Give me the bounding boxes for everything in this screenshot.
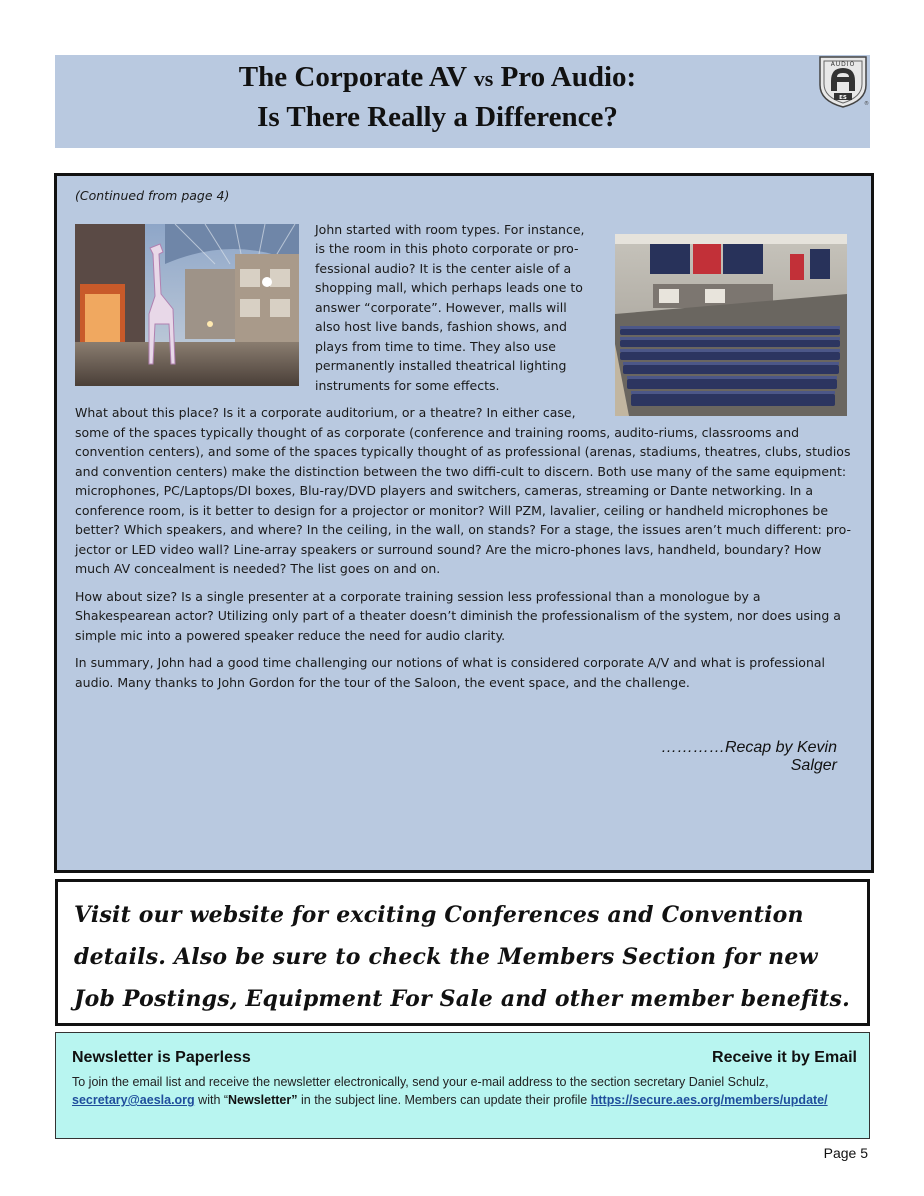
article-body [75, 186, 855, 700]
title-line-2: Is There Really a Difference? [257, 101, 618, 133]
svg-text:®: ® [864, 101, 869, 107]
title-part-1: The Corporate AV [238, 61, 474, 93]
newsletter-panel [55, 1032, 870, 1139]
newsletter-subtitle: Receive it by Email [712, 1049, 857, 1066]
visit-website-panel [55, 879, 870, 1026]
title-part-2: Pro Audio: [493, 61, 637, 93]
page-title [55, 58, 820, 136]
article-paragraph-3: How about size? Is a single presenter at a corporate training session less professional than a monologue by a Shakespearean actor? Utilizing only part of a theater doesn’t diminish the professionalism of the system, nor does using a simple mic into a powered speaker reduce the need for audio clarity. [75, 588, 841, 643]
article-paragraph-1: John started with room types. For instance, is the room in this photo corporate or pro-fessional audio? It is the center aisle of a shopping mall, which perhaps leads one to answer “corporate”. However, malls will also host live bands, fashion shows, and plays from time to time. They also use permanently installed theatrical lighting instruments for some effects. [315, 221, 585, 393]
newsletter-title: Newsletter is Paperless [72, 1049, 251, 1066]
secretary-email-link[interactable]: secretary@aesla.org [72, 1093, 195, 1107]
continued-note: (Continued from page 4) [75, 188, 230, 203]
page-number: Page 5 [823, 1145, 868, 1161]
svg-text:AUDIO: AUDIO [830, 61, 856, 68]
title-vs: vs [473, 66, 494, 91]
aes-logo-icon [816, 55, 870, 109]
auditorium-photo [615, 234, 847, 416]
mall-photo [75, 224, 299, 386]
recap-byline: …………Recap by Kevin Salger [660, 739, 837, 774]
svg-text:ES: ES [839, 95, 847, 101]
article-paragraph-4: In summary, John had a good time challenging our notions of what is considered corporate A/V and what is professional audio. Many thanks to John Gordon for the tour of the Saloon, the event space, and the challenge. [75, 655, 826, 690]
profile-update-link[interactable]: https://secure.aes.org/members/update/ [590, 1093, 828, 1107]
article-paragraph-2: What about this place? Is it a corporate auditorium, or a theatre? In either case, some of the spaces typically thought of as corporate (conference and training rooms, audito-riums, classrooms and convention centers), and some of the spaces typically thought of as professional (arenas, stadiums, theatres, clubs, studios and convention centers) make the distinction between the two diffi-cult to discern. Both use many of the same equipment: microphones, PC/Laptops/DI boxes, Blu-ray/DVD players and switchers, cameras, streaming or Dante networking. In a conference room, is it better to design for a projector or monitor? Will PZM, lavalier, ceiling or handheld microphones be better? Which speakers, and where? In the ceiling, in the wall, on stands? For a stage, the issues aren’t much different: pro-jector or LED video wall? Line-array speakers or surround sound? Are the micro-phones lavs, handheld, boundary? How much AV concealment is needed? The list goes on and on. [75, 405, 852, 576]
newsletter-body: To join the email list and receive the newsletter electronically, send your e-mail address to the section secretary Daniel Schulz, secretary@aesla.org with “Newsletter” in the subject line. Members can update their profile https://secure.aes.org/members/update/ [72, 1075, 828, 1107]
article-panel [54, 173, 874, 873]
visit-message: Visit our website for exciting Conferences and Convention details. Also be sure to check the Members Section for new Job Postings, Equipment For Sale and other member benefits. [74, 902, 850, 1012]
